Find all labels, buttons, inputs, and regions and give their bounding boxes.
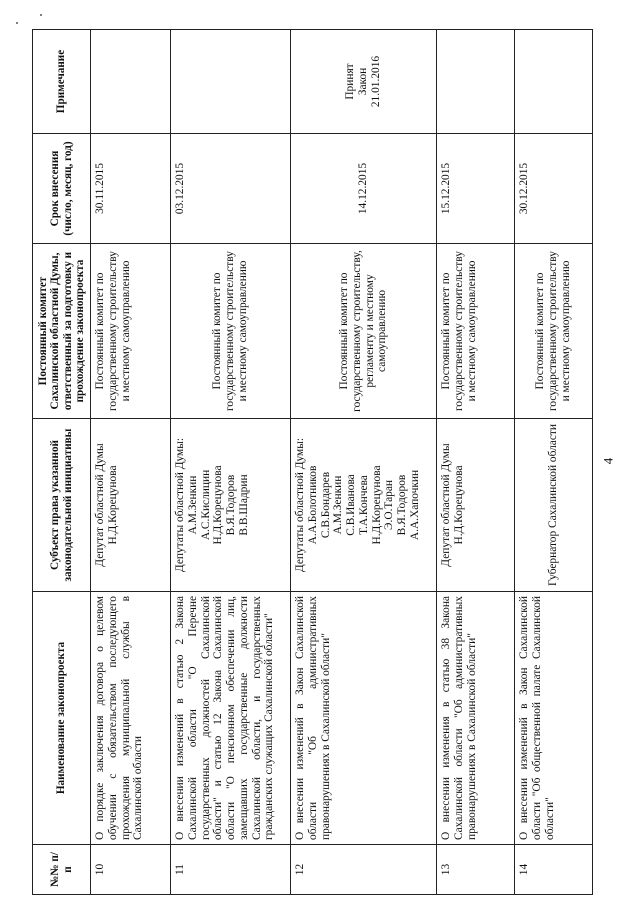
row-title: О внесении изменения в статью 38 Закона Сахалинской области "Об административных правонарушениях в Сахалинской области" xyxy=(437,592,515,845)
row-committee: Постоянный комитет по государственному строительству и местному самоуправлению xyxy=(437,244,515,419)
row-subject: Депутат областной Думы Н.Д.Корецунова xyxy=(437,419,515,592)
header-date: Срок внесения (число, месяц, год) xyxy=(33,134,91,244)
table-row xyxy=(515,30,593,895)
scan-speck xyxy=(40,14,42,16)
row-note xyxy=(437,30,515,134)
row-note xyxy=(171,30,291,134)
deputy-name: В.В.Шадрин xyxy=(237,474,250,536)
row-subject xyxy=(291,419,437,592)
table-row xyxy=(171,30,291,895)
note-line: Закон xyxy=(357,67,370,96)
subject-heading: Депутаты областной Думы: xyxy=(294,437,306,573)
row-committee: Постоянный комитет по государственному строительству и местному самоуправлению xyxy=(91,244,171,419)
row-num: 10 xyxy=(91,845,171,895)
row-title: О внесении изменений в статью 2 Закона Сахалинской области "О Перечне государственных должностей Сахалинской области" и статью 12 Закона Сахалинской области "О пенсионном обеспечении лиц, замещавших государственные должности Сахалинской области, и государственных гражданских служащих Сахалинской области" xyxy=(171,592,291,845)
row-date: 30.12.2015 xyxy=(515,134,593,244)
row-note xyxy=(291,30,437,134)
row-date: 15.12.2015 xyxy=(437,134,515,244)
page-number: 4 xyxy=(600,457,616,465)
header-committee: Постоянный комитет Сахалинской областной Думы, ответственный за подготовку и прохождение законопроекта xyxy=(33,244,91,419)
row-committee: Постоянный комитет по государственному строительству и местному самоуправлению xyxy=(515,244,593,419)
header-title: Наименование законопроекта xyxy=(33,592,91,845)
row-subject xyxy=(171,419,291,592)
legislation-table xyxy=(32,29,593,895)
row-title: О порядке заключения договора о целевом обучении с обязательством последующего прохождения муниципальной службы в Сахалинской области xyxy=(91,592,171,845)
deputy-name: А.А.Болотников xyxy=(306,465,319,545)
row-note xyxy=(515,30,593,134)
row-date: 30.11.2015 xyxy=(91,134,171,244)
deputy-name: А.М.Зенкин xyxy=(186,475,199,535)
row-subject: Депутат областной Думы Н.Д.Корецунова xyxy=(91,419,171,592)
subject-heading: Депутаты областной Думы: xyxy=(174,437,186,573)
rotated-page xyxy=(32,30,592,895)
table-header-row xyxy=(33,30,91,895)
table-row xyxy=(91,30,171,895)
row-title: О внесении изменений в Закон Сахалинской области "Об административных правонарушениях в Сахалинской области" xyxy=(291,592,437,845)
table-row xyxy=(437,30,515,895)
note-line: 21.01.2016 xyxy=(369,55,382,108)
deputy-name: Н.Д.Корецунова xyxy=(212,465,225,545)
row-note xyxy=(91,30,171,134)
deputy-name: В.Я.Тодоров xyxy=(396,474,409,536)
deputy-name: Н.Д.Корецунова xyxy=(370,465,383,545)
deputy-name: Э.О.Таран xyxy=(383,479,396,531)
row-committee: Постоянный комитет по государственному строительству и местному самоуправлению xyxy=(171,244,291,419)
row-title: О внесении изменений в Закон Сахалинской области "Об общественной палате Сахалинской области" xyxy=(515,592,593,845)
deputy-name: А.А.Хапочкин xyxy=(408,469,421,541)
deputy-name: А.М.Зенкин xyxy=(332,475,345,535)
row-date: 14.12.2015 xyxy=(291,134,437,244)
row-num: 11 xyxy=(171,845,291,895)
row-num: 14 xyxy=(515,845,593,895)
scan-speck xyxy=(16,22,18,24)
deputy-name: А.С.Кислицин xyxy=(199,469,212,541)
deputy-name: С.В.Бондарев xyxy=(319,471,332,539)
row-subject: Губернатор Сахалинской области xyxy=(515,419,593,592)
note-line: Принят xyxy=(344,63,357,100)
header-num: №№ п/п xyxy=(33,845,91,895)
row-committee: Постоянный комитет по государственному строительству, регламенту и местному самоуправлению xyxy=(291,244,437,419)
header-note: Примечание xyxy=(33,30,91,134)
row-num: 12 xyxy=(291,845,437,895)
row-date: 03.12.2015 xyxy=(171,134,291,244)
deputy-name: В.Я.Тодоров xyxy=(225,474,238,536)
deputy-name: Т.А.Кончева xyxy=(357,475,370,535)
header-subject: Субъект права указанной законодательной инициативы xyxy=(33,419,91,592)
table-row xyxy=(291,30,437,895)
deputy-name: С.В.Иванова xyxy=(345,474,358,536)
row-num: 13 xyxy=(437,845,515,895)
